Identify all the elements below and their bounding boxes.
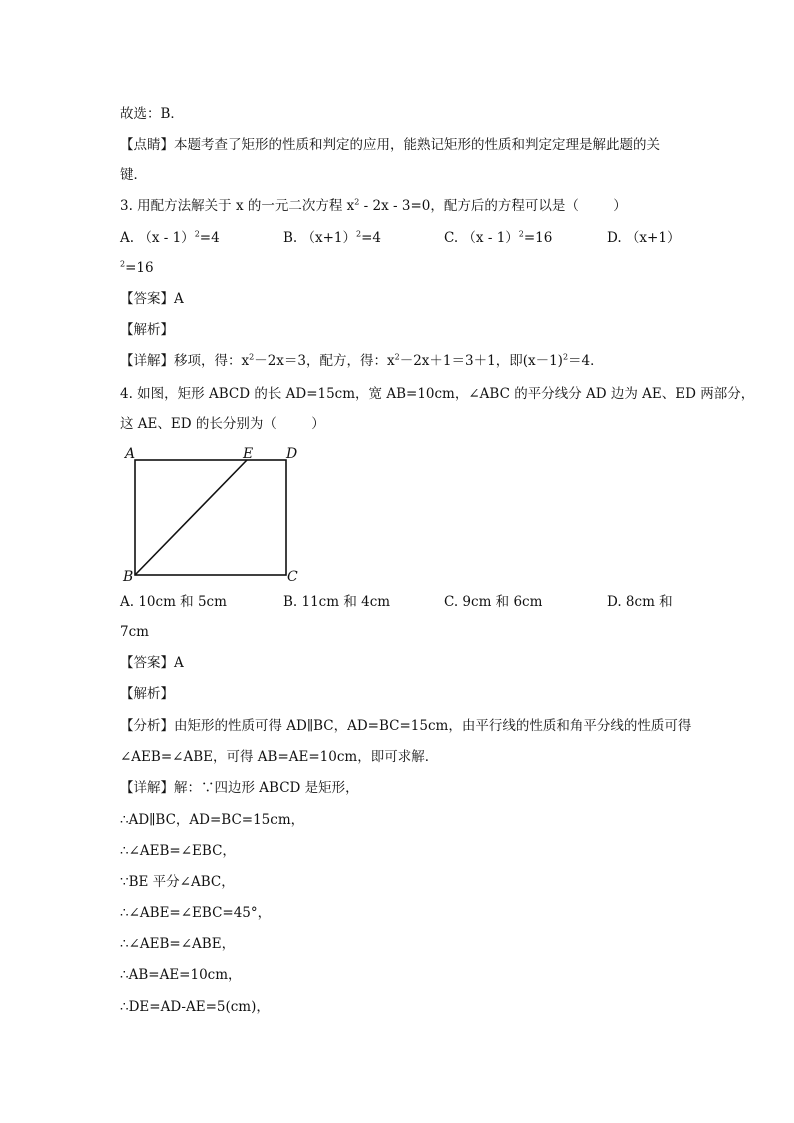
proof-line: ∴∠AEB=∠ABE， (120, 936, 236, 952)
q3-option-a: A. （x - 1）$^2$=4 (120, 229, 220, 246)
bisector-be (135, 460, 247, 575)
label-e: E (243, 446, 254, 462)
q3-option-d-wrap: $^2$=16 (120, 259, 154, 276)
q4-option-d-wrap: 7cm (120, 624, 149, 640)
label-a: A (125, 446, 136, 462)
fenxi-line: ∠AEB=∠ABE，可得 AB=AE=10cm，即可求解． (120, 749, 439, 765)
question-4-stem-cont: 这 AE、ED 的长分别为（ ） (120, 416, 325, 432)
q4-option-d: D. 8cm 和 (607, 594, 673, 610)
proof-line: ∴DE=AD-AE=5(cm)， (120, 999, 270, 1015)
proof-line: ∴AB=AE=10cm， (120, 967, 242, 983)
q3-option-d: D. （x+1） (607, 230, 681, 246)
question-3-stem: 3. 用配方法解关于 x 的一元二次方程 $x^2 - 2x - 3=0$，配方后的方程可以是（ ） (120, 197, 627, 214)
detail-line: 【详解】解：∵四边形 ABCD 是矩形， (120, 780, 359, 796)
answer-label: 【答案】A (120, 291, 184, 307)
label-c: C (287, 569, 298, 585)
q4-option-b: B. 11cm 和 4cm (283, 594, 391, 610)
fenxi-line: 【分析】由矩形的性质可得 AD∥BC，AD=BC=15cm，由平行线的性质和角平分线的性质可得 (120, 718, 692, 734)
q3-option-b: B. $(x+1)^2=4$ (283, 229, 382, 246)
label-d: D (286, 446, 298, 462)
answer-label: 【答案】A (120, 655, 184, 671)
rectangle-abcd (135, 460, 286, 575)
rectangle-figure (120, 442, 320, 587)
text-line: 键． (120, 167, 147, 183)
detail-line: 【详解】移项，得：$x^2-2x=3$，配方，得：$x^2-2x+1=3+1$，即$(x-1)^2=4$． (120, 352, 604, 369)
question-4-stem: 4. 如图，矩形 ABCD 的长 AD=15cm，宽 AB=10cm，∠ABC 的平分线分 AD 边为 AE、ED 两部分， (120, 386, 755, 402)
proof-line: ∴∠ABE=∠EBC=45°， (120, 905, 272, 921)
text-line: 【点睛】本题考查了矩形的性质和判定的应用，能熟记矩形的性质和判定定理是解此题的关 (120, 137, 660, 153)
proof-line: ∵BE 平分∠ABC， (120, 874, 235, 890)
q4-option-c: C. 9cm 和 6cm (444, 594, 543, 610)
analysis-label: 【解析】 (120, 322, 174, 338)
proof-line: ∴AD∥BC，AD=BC=15cm， (120, 812, 305, 828)
proof-line: ∴∠AEB=∠EBC， (120, 843, 236, 859)
analysis-label: 【解析】 (120, 686, 174, 702)
q3-option-c: C. （x - 1）$^2$=16 (444, 229, 553, 246)
text-line: 故选：B． (120, 106, 184, 122)
label-b: B (123, 569, 134, 585)
q4-option-a: A. 10cm 和 5cm (120, 594, 227, 610)
